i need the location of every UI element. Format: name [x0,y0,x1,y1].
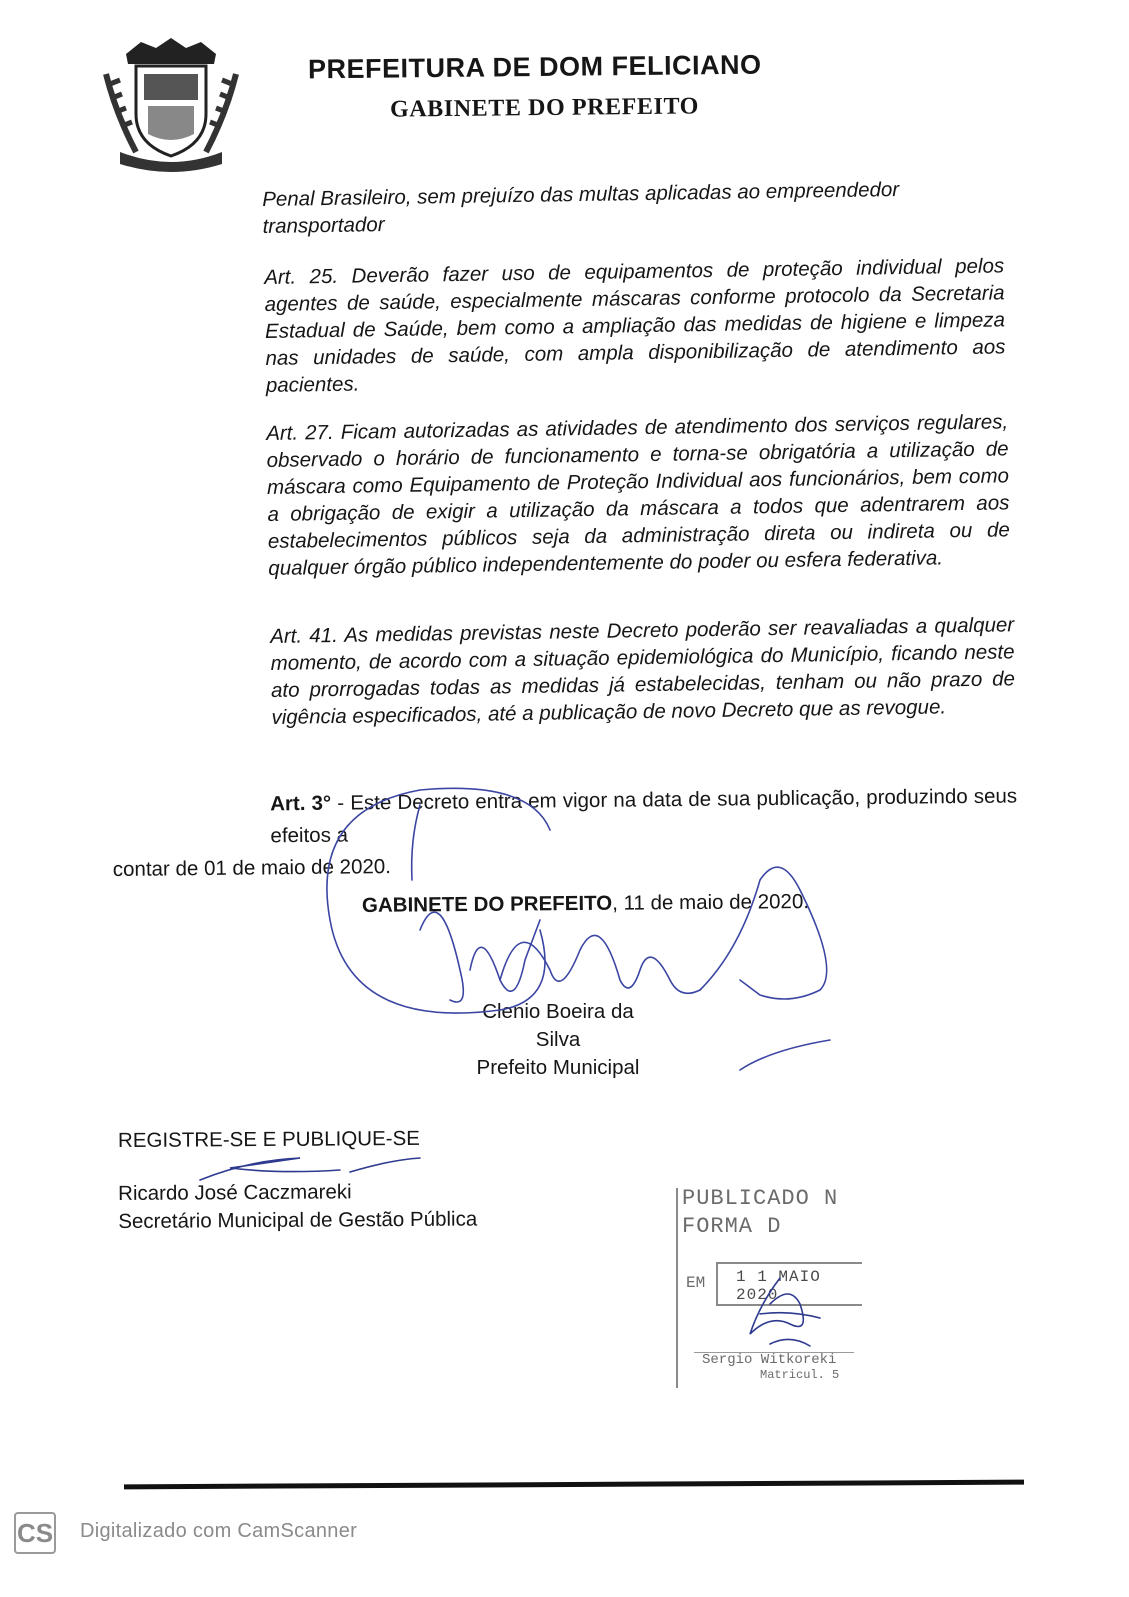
secretary-block [118,1177,477,1236]
art-3-label: Art. 3° [270,791,332,816]
paragraph-continuation: Penal Brasileiro, sem prejuízo das multas aplicadas ao empreendedor transportador [262,177,900,238]
stamp-line-1: PUBLICADO N [682,1186,839,1211]
art-3-text: - Este Decreto entra em vigor na data de sua publicação, produzindo seus efeitos a [270,784,1018,848]
secretary-role: Secretário Municipal de Gestão Pública [118,1207,478,1233]
scanner-watermark-text: Digitalizado com CamScanner [80,1520,358,1542]
paragraph-art-27: Art. 27. Ficam autorizadas as atividades de atendimento dos serviços regulares, observado o horário de funcionamento e torna-se obrigatória a utilização de máscara como Equipamento de Proteção Individual aos funcionários, bem como a obrigação de exigir a utilização da máscara a todos que adentrarem aos estabelecimentos públicos seja da administração direta ou indireta ou de qualquer órgão público independentemente do poder ou esfera federativa. [266,410,1010,580]
stamp-border [676,1188,678,1388]
signature-date: , 11 de maio de 2020. [612,890,810,915]
mayor-name: Clenio Boeira da Silva [482,1000,634,1051]
office-label: GABINETE DO PREFEITO [361,891,613,917]
stamp-signer-id: Matricul. 5 [760,1368,840,1382]
camscanner-icon: CS [14,1512,56,1554]
stamp-date: 1 1 MAIO 2020 [736,1268,821,1304]
municipal-crest-logo [96,34,246,174]
stamp-signer-name: Sergio Witkoreki [702,1352,837,1368]
document-subtitle: GABINETE DO PREFEITO [389,93,700,123]
paragraph-art-25: Art. 25. Deverão fazer uso de equipamentos de proteção individual pelos agentes de saúde, especialmente máscaras conforme protocolo da Secretaria Estadual de Saúde, bem como a ampliação das medidas de higiene e limpeza nas unidades de saúde, com ampla disponibilização de atendimento aos pacientes. [264,254,1006,397]
handwritten-signature [300,770,860,1090]
document-title: PREFEITURA DE DOM FELICIANO [307,49,762,85]
register-heading: REGISTRE-SE E PUBLIQUE-SE [117,1126,420,1153]
footer-divider [124,1480,1024,1490]
mayor-role: Prefeito Municipal [476,1056,640,1079]
art-3-continuation: contar de 01 de maio de 2020. [112,855,392,881]
stamp-signature [740,1274,830,1354]
stamp-em-label: EM [686,1274,706,1292]
paragraph-art-41: Art. 41. As medidas previstas neste Decreto poderão ser reavaliadas a qualquer momento, de acordo com a situação epidemiológica do Município, ficando neste ato prorrogadas todas as medidas já estabelecidas, tenham ou não prazo de vigência especificados, até a publicação de novo Decreto que as revogue. [270,613,1016,729]
stamp-line-2: FORMA D [682,1214,782,1239]
secretary-name: Ricardo José Caczmareki [118,1180,352,1205]
